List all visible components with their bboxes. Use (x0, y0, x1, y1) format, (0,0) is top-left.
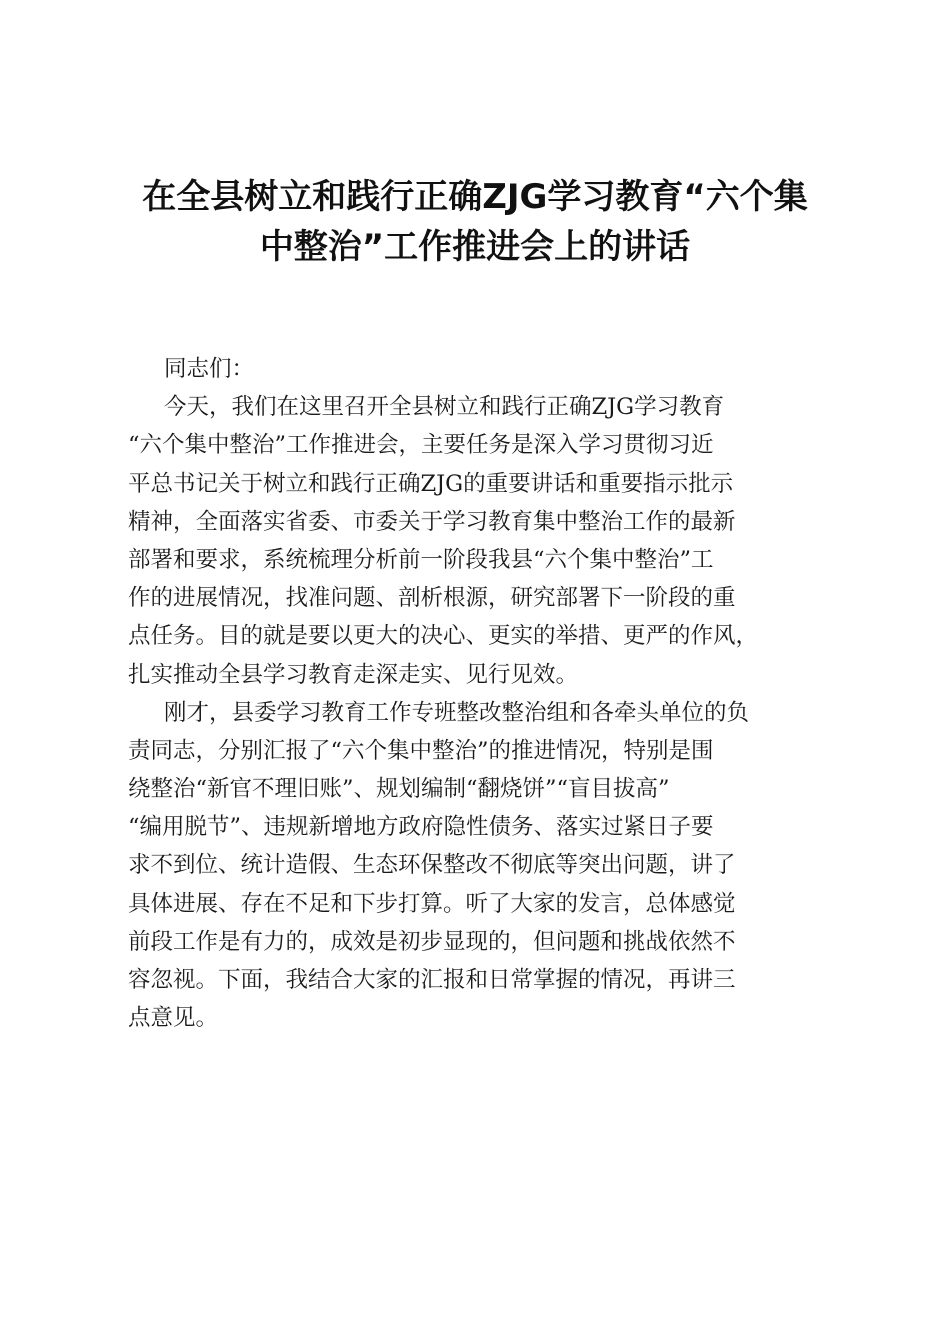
paragraph-line: 点意见。 (128, 1005, 219, 1032)
title-line-1: 在全县树立和践行正确ZJG学习教育“六个集 (142, 177, 808, 217)
paragraph-line: 扎实推动全县学习教育走深走实、见行见效。 (128, 661, 579, 688)
paragraph-1 (128, 388, 828, 694)
paragraph-line: 容忽视。下面，我结合大家的汇报和日常掌握的情况，再讲三 (128, 967, 736, 993)
paragraph-line: “编用脱节”、违规新增地方政府隐性债务、落实过紧日子要 (128, 814, 714, 841)
title-line-2: 中整治”工作推进会上的讲话 (259, 227, 691, 267)
paragraph-line: 作的进展情况，找准问题、剖析根源，研究部署下一阶段的重 (128, 585, 736, 612)
paragraph-line: 点任务。目的就是要以更大的决心、更实的举措、更严的作风， (128, 623, 759, 650)
paragraph-line: 平总书记关于树立和践行正确ZJG的重要讲话和重要指示批示 (128, 470, 734, 497)
paragraph-line: 部署和要求，系统梳理分析前一阶段我县“六个集中整治”工 (128, 546, 714, 573)
document-body (128, 350, 828, 1037)
paragraph-line: 刚才，县委学习教育工作专班整改整治组和各牵头单位的负 (164, 699, 750, 726)
paragraph-line: 今天，我们在这里召开全县树立和践行正确ZJG学习教育 (164, 394, 725, 421)
document-title (110, 172, 840, 272)
paragraph-line: 具体进展、存在不足和下步打算。听了大家的发言，总体感觉 (128, 890, 736, 917)
paragraph-2 (128, 694, 828, 1038)
paragraph-line: 前段工作是有力的，成效是初步显现的，但问题和挑战依然不 (128, 928, 736, 955)
paragraph-line: 精神，全面落实省委、市委关于学习教育集中整治工作的最新 (128, 508, 736, 535)
paragraph-line: 责同志，分别汇报了“六个集中整治”的推进情况，特别是围 (128, 737, 714, 764)
paragraph-line: 绕整治“新官不理旧账”、规划编制“翻烧饼”“盲目拔高” (128, 776, 670, 803)
paragraph-line: 求不到位、统计造假、生态环保整改不彻底等突出问题，讲了 (128, 852, 736, 879)
paragraph-line: “六个集中整治”工作推进会，主要任务是深入学习贯彻习近 (128, 432, 714, 459)
salutation: 同志们： (164, 356, 255, 382)
